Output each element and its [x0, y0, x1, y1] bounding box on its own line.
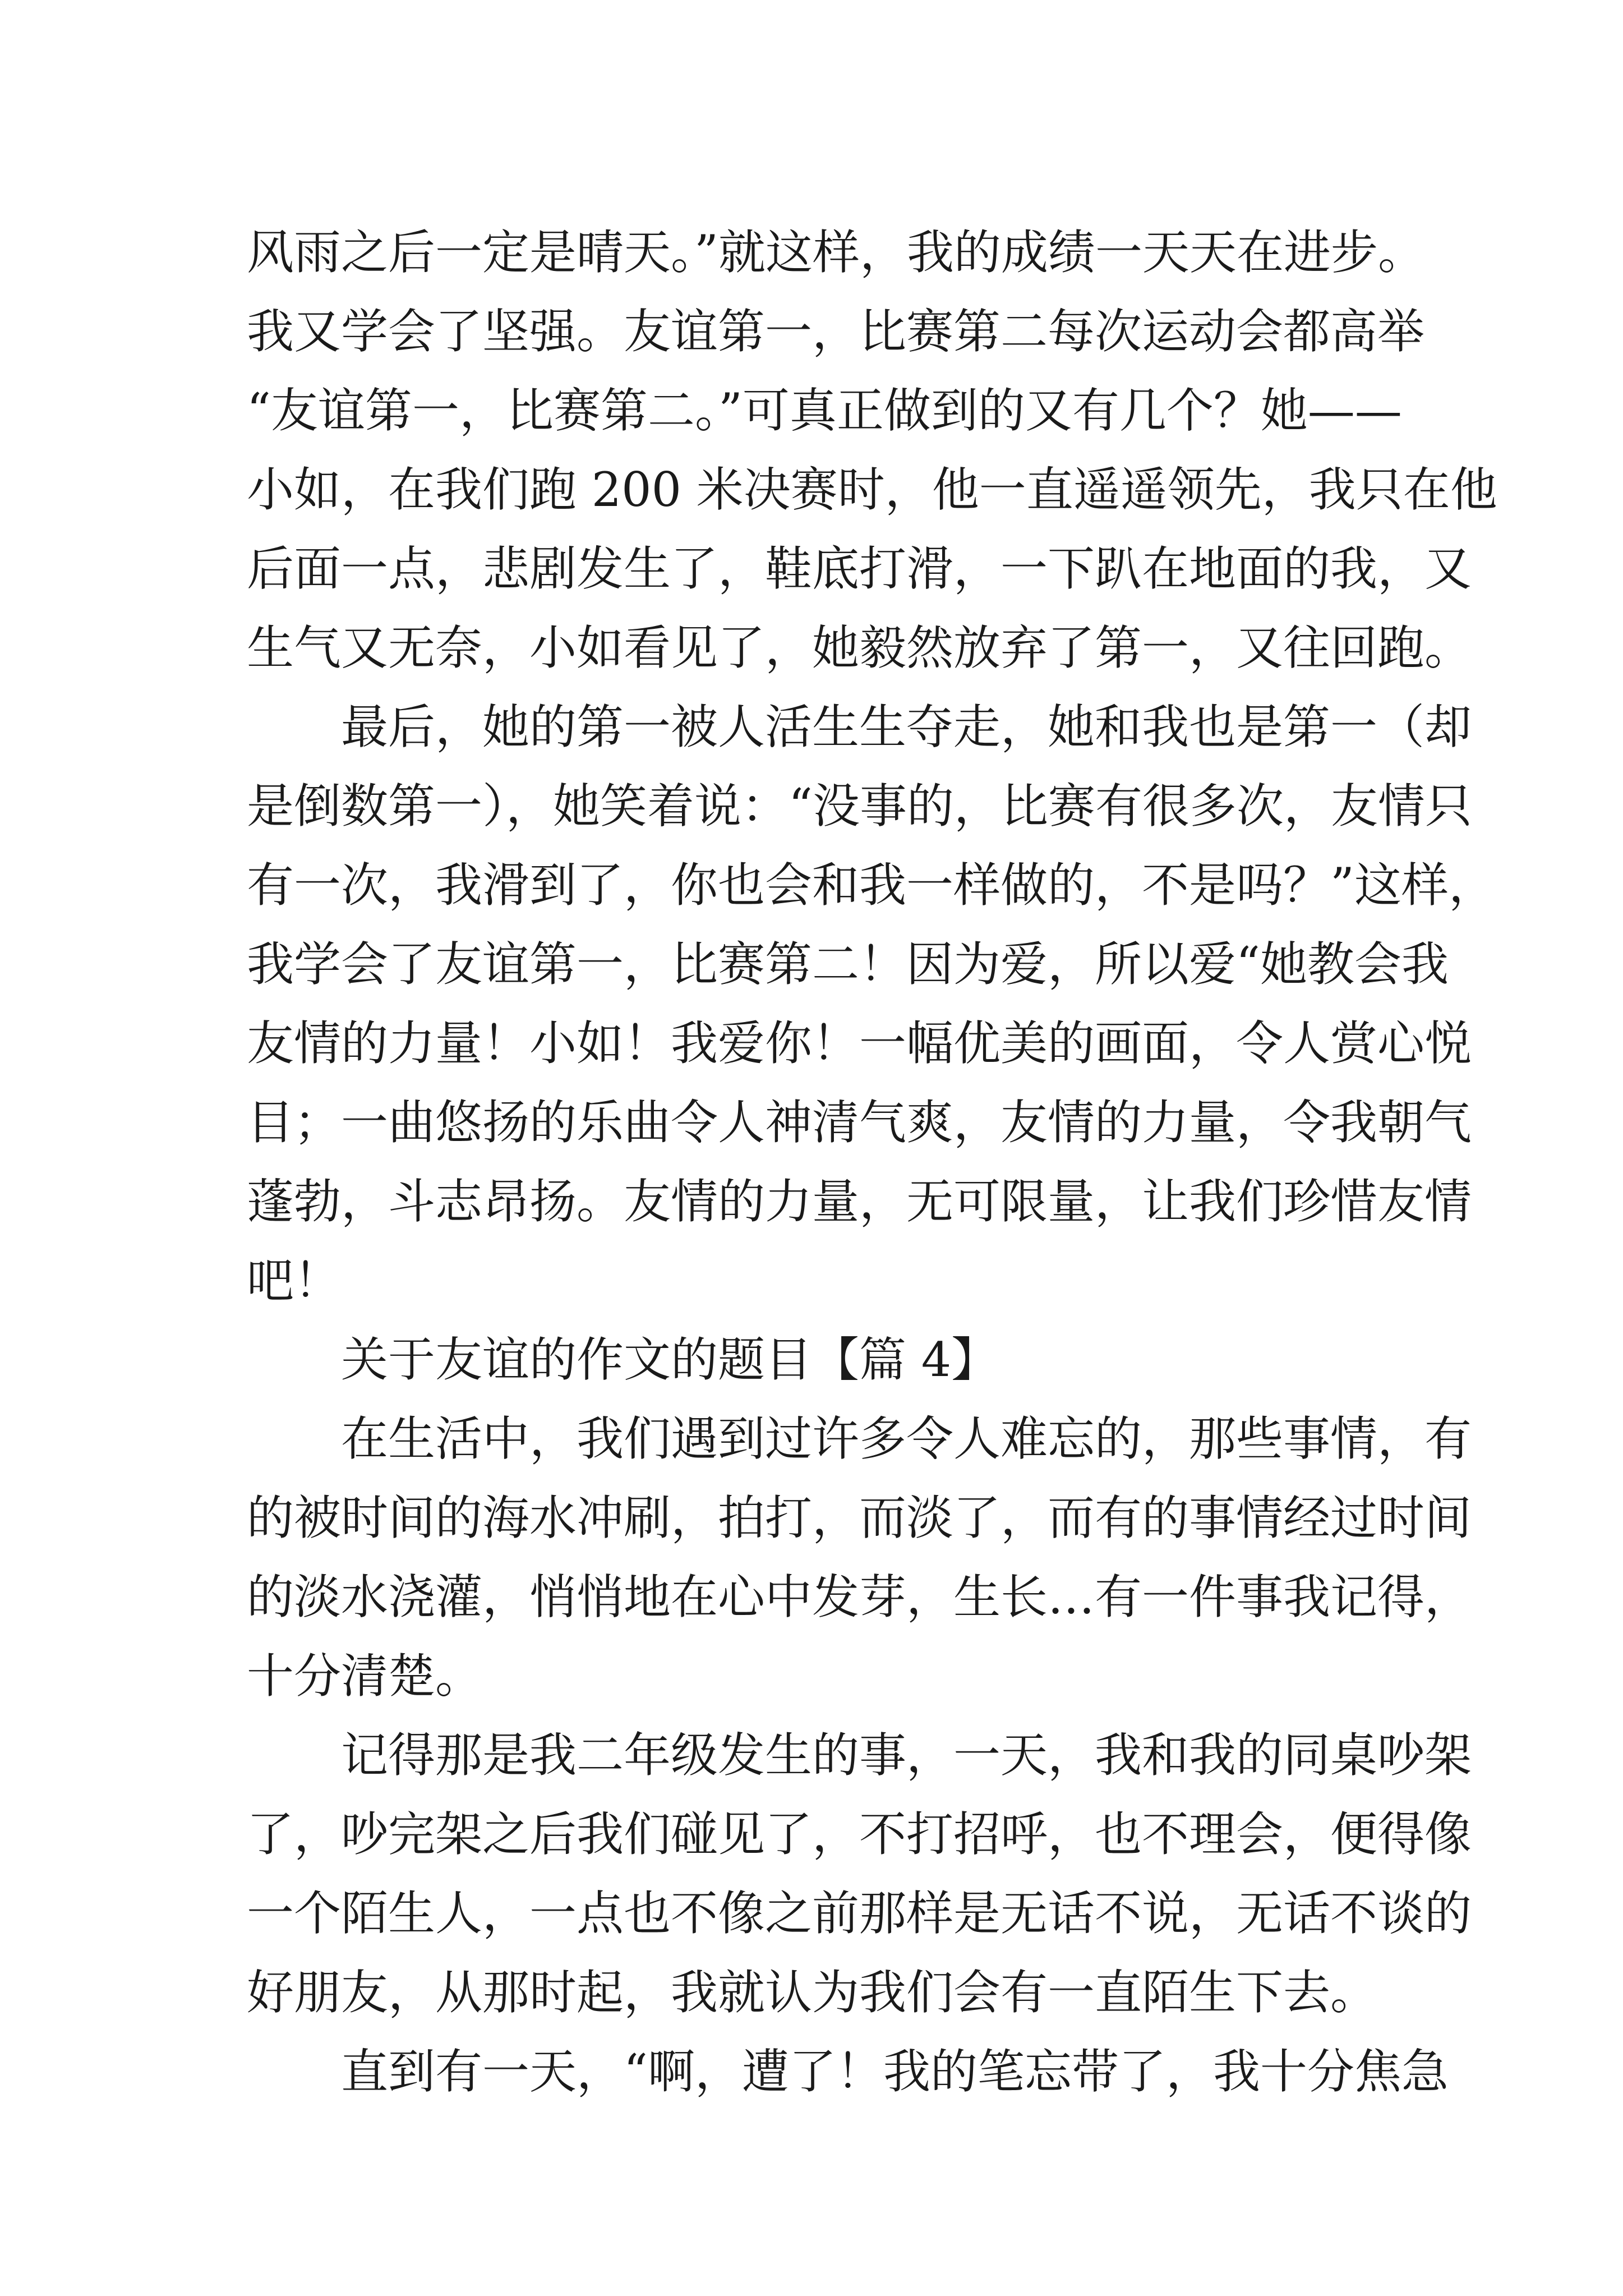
text-line: “友谊第一，比赛第二。”可真正做到的又有几个？她——	[247, 383, 1402, 438]
text-line: 蓬勃，斗志昂扬。友情的力量，无可限量，让我们珍惜友情	[247, 1174, 1472, 1229]
text-line: 小如，在我们跑 200 米决赛时，他一直遥遥领先，我只在他	[247, 462, 1497, 517]
text-line: 十分清楚。	[247, 1649, 483, 1704]
text-line: 是倒数第一），她笑着说：“没事的，比赛有很多次，友情只	[247, 779, 1472, 834]
text-line: 我又学会了坚强。友谊第一，比赛第二每次运动会都高举	[247, 304, 1425, 359]
text-line: 的被时间的海水冲刷，拍打，而淡了，而有的事情经过时间	[247, 1490, 1472, 1545]
paragraph-first-line: 直到有一天，“啊，遭了！我的笔忘带了，我十分焦急	[341, 2044, 1449, 2099]
text-line: 我学会了友谊第一，比赛第二！因为爱，所以爱“她教会我	[247, 937, 1449, 992]
text-line: 好朋友，从那时起，我就认为我们会有一直陌生下去。	[247, 1965, 1378, 2020]
text-line: 友情的力量！小如！我爱你！一幅优美的画面，令人赏心悦	[247, 1016, 1472, 1071]
text-line: 了，吵完架之后我们碰见了，不打招呼，也不理会，便得像	[247, 1807, 1472, 1862]
text-line: 生气又无奈，小如看见了，她毅然放弃了第一，又往回跑。	[247, 620, 1472, 675]
paragraph-first-line: 记得那是我二年级发生的事，一天，我和我的同桌吵架	[341, 1728, 1472, 1783]
text-line: 一个陌生人，一点也不像之前那样是无话不说，无话不谈的	[247, 1886, 1472, 1941]
text-line: 后面一点，悲剧发生了，鞋底打滑，一下趴在地面的我，又	[247, 541, 1472, 596]
text-line: 目；一曲悠扬的乐曲令人神清气爽，友情的力量，令我朝气	[247, 1095, 1472, 1150]
text-line: 的淡水浇灌，悄悄地在心中发芽，生长…有一件事我记得，	[247, 1570, 1472, 1625]
paragraph-first-line: 在生活中，我们遇到过许多令人难忘的，那些事情，有	[341, 1411, 1472, 1466]
text-line: 风雨之后一定是晴天。”就这样，我的成绩一天天在进步。	[247, 225, 1425, 280]
text-line: 吧！	[247, 1253, 342, 1308]
paragraph-first-line: 最后，她的第一被人活生生夺走，她和我也是第一（却	[341, 700, 1472, 754]
section-heading: 关于友谊的作文的题目【篇 4】	[341, 1332, 999, 1387]
text-line: 有一次，我滑到了，你也会和我一样做的，不是吗？”这样，	[247, 858, 1496, 913]
